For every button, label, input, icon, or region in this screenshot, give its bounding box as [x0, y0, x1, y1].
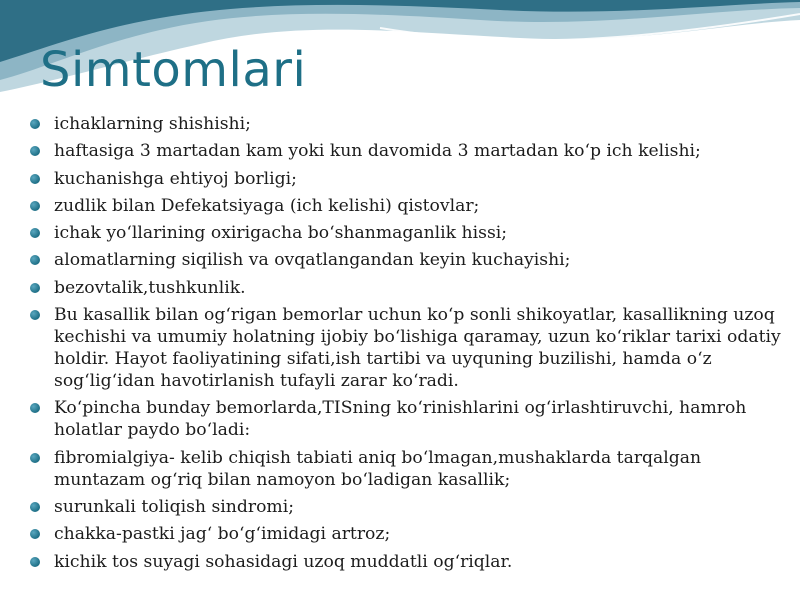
list-item	[28, 168, 788, 190]
bullet-dot-icon	[30, 529, 40, 539]
list-item-text: ichaklarning shishishi;	[54, 114, 251, 134]
list-item	[28, 397, 788, 441]
bullet-dot-icon	[30, 557, 40, 567]
bullet-dot-icon	[30, 453, 40, 463]
symptom-list	[28, 113, 788, 578]
list-item	[28, 304, 788, 392]
bullet-dot-icon	[30, 146, 40, 156]
list-item-text: haftasiga 3 martadan kam yoki kun davomida 3 martadan koʻp ich kelishi;	[54, 141, 701, 162]
bullet-dot-icon	[30, 228, 40, 238]
list-item	[28, 222, 788, 244]
list-item	[28, 277, 788, 299]
list-item-text: ichak yoʻllarining oxirigacha boʻshanmaganlik hissi;	[54, 223, 508, 244]
bullet-dot-icon	[30, 174, 40, 184]
list-item	[28, 496, 788, 518]
list-item	[28, 447, 788, 491]
list-item	[28, 113, 788, 135]
list-item-text: Bu kasallik bilan ogʻrigan bemorlar uchun koʻp sonli shikoyatlar, kasallikning uzoq kechishi va umumiy holatning ijobiy boʻlishiga qaramay, uzun koʻriklar tarixi odatiy holdir. Hayot faoliyatining sifati,ish tartibi va uyquning buzilishi, hamda oʻz sogʻligʻidan havotirlanish tufayli zarar koʻradi.	[54, 305, 781, 392]
list-item-text: surunkali toliqish sindromi;	[54, 496, 295, 517]
list-item	[28, 140, 788, 162]
bullet-dot-icon	[30, 502, 40, 512]
bullet-dot-icon	[30, 283, 40, 293]
list-item-text: alomatlarning siqilish va ovqatlangandan keyin kuchayishi;	[54, 250, 571, 271]
list-item-text: kichik tos suyagi sohasidagi uzoq muddatli ogʻriqlar.	[54, 551, 513, 572]
list-item-text: kuchanishga ehtiyoj borligi;	[54, 168, 297, 189]
list-item-text: Koʻpincha bunday bemorlarda,TISning koʻrinishlarini ogʻirlashtiruvchi, hamroh holatlar paydo boʻladi:	[54, 398, 747, 441]
bullet-dot-icon	[30, 310, 40, 320]
bullet-dot-icon	[30, 255, 40, 265]
list-item-text: bezovtalik,tushkunlik.	[54, 277, 246, 298]
slide-title: Simtomlari	[40, 42, 307, 98]
bullet-dot-icon	[30, 119, 40, 129]
list-item-text: zudlik bilan Defekatsiyaga (ich kelishi) qistovlar;	[54, 195, 480, 216]
bullet-dot-icon	[30, 403, 40, 413]
list-item	[28, 249, 788, 271]
list-item-text: chakka-pastki jagʻ boʻgʻimidagi artroz;	[54, 524, 391, 545]
list-item	[28, 523, 788, 545]
list-item-text: fibromialgiya- kelib chiqish tabiati aniq boʻlmagan,mushaklarda tarqalgan muntazam ogʻriq bilan namoyon boʻladigan kasallik;	[54, 447, 702, 490]
list-item	[28, 195, 788, 217]
list-item	[28, 551, 788, 573]
bullet-dot-icon	[30, 201, 40, 211]
